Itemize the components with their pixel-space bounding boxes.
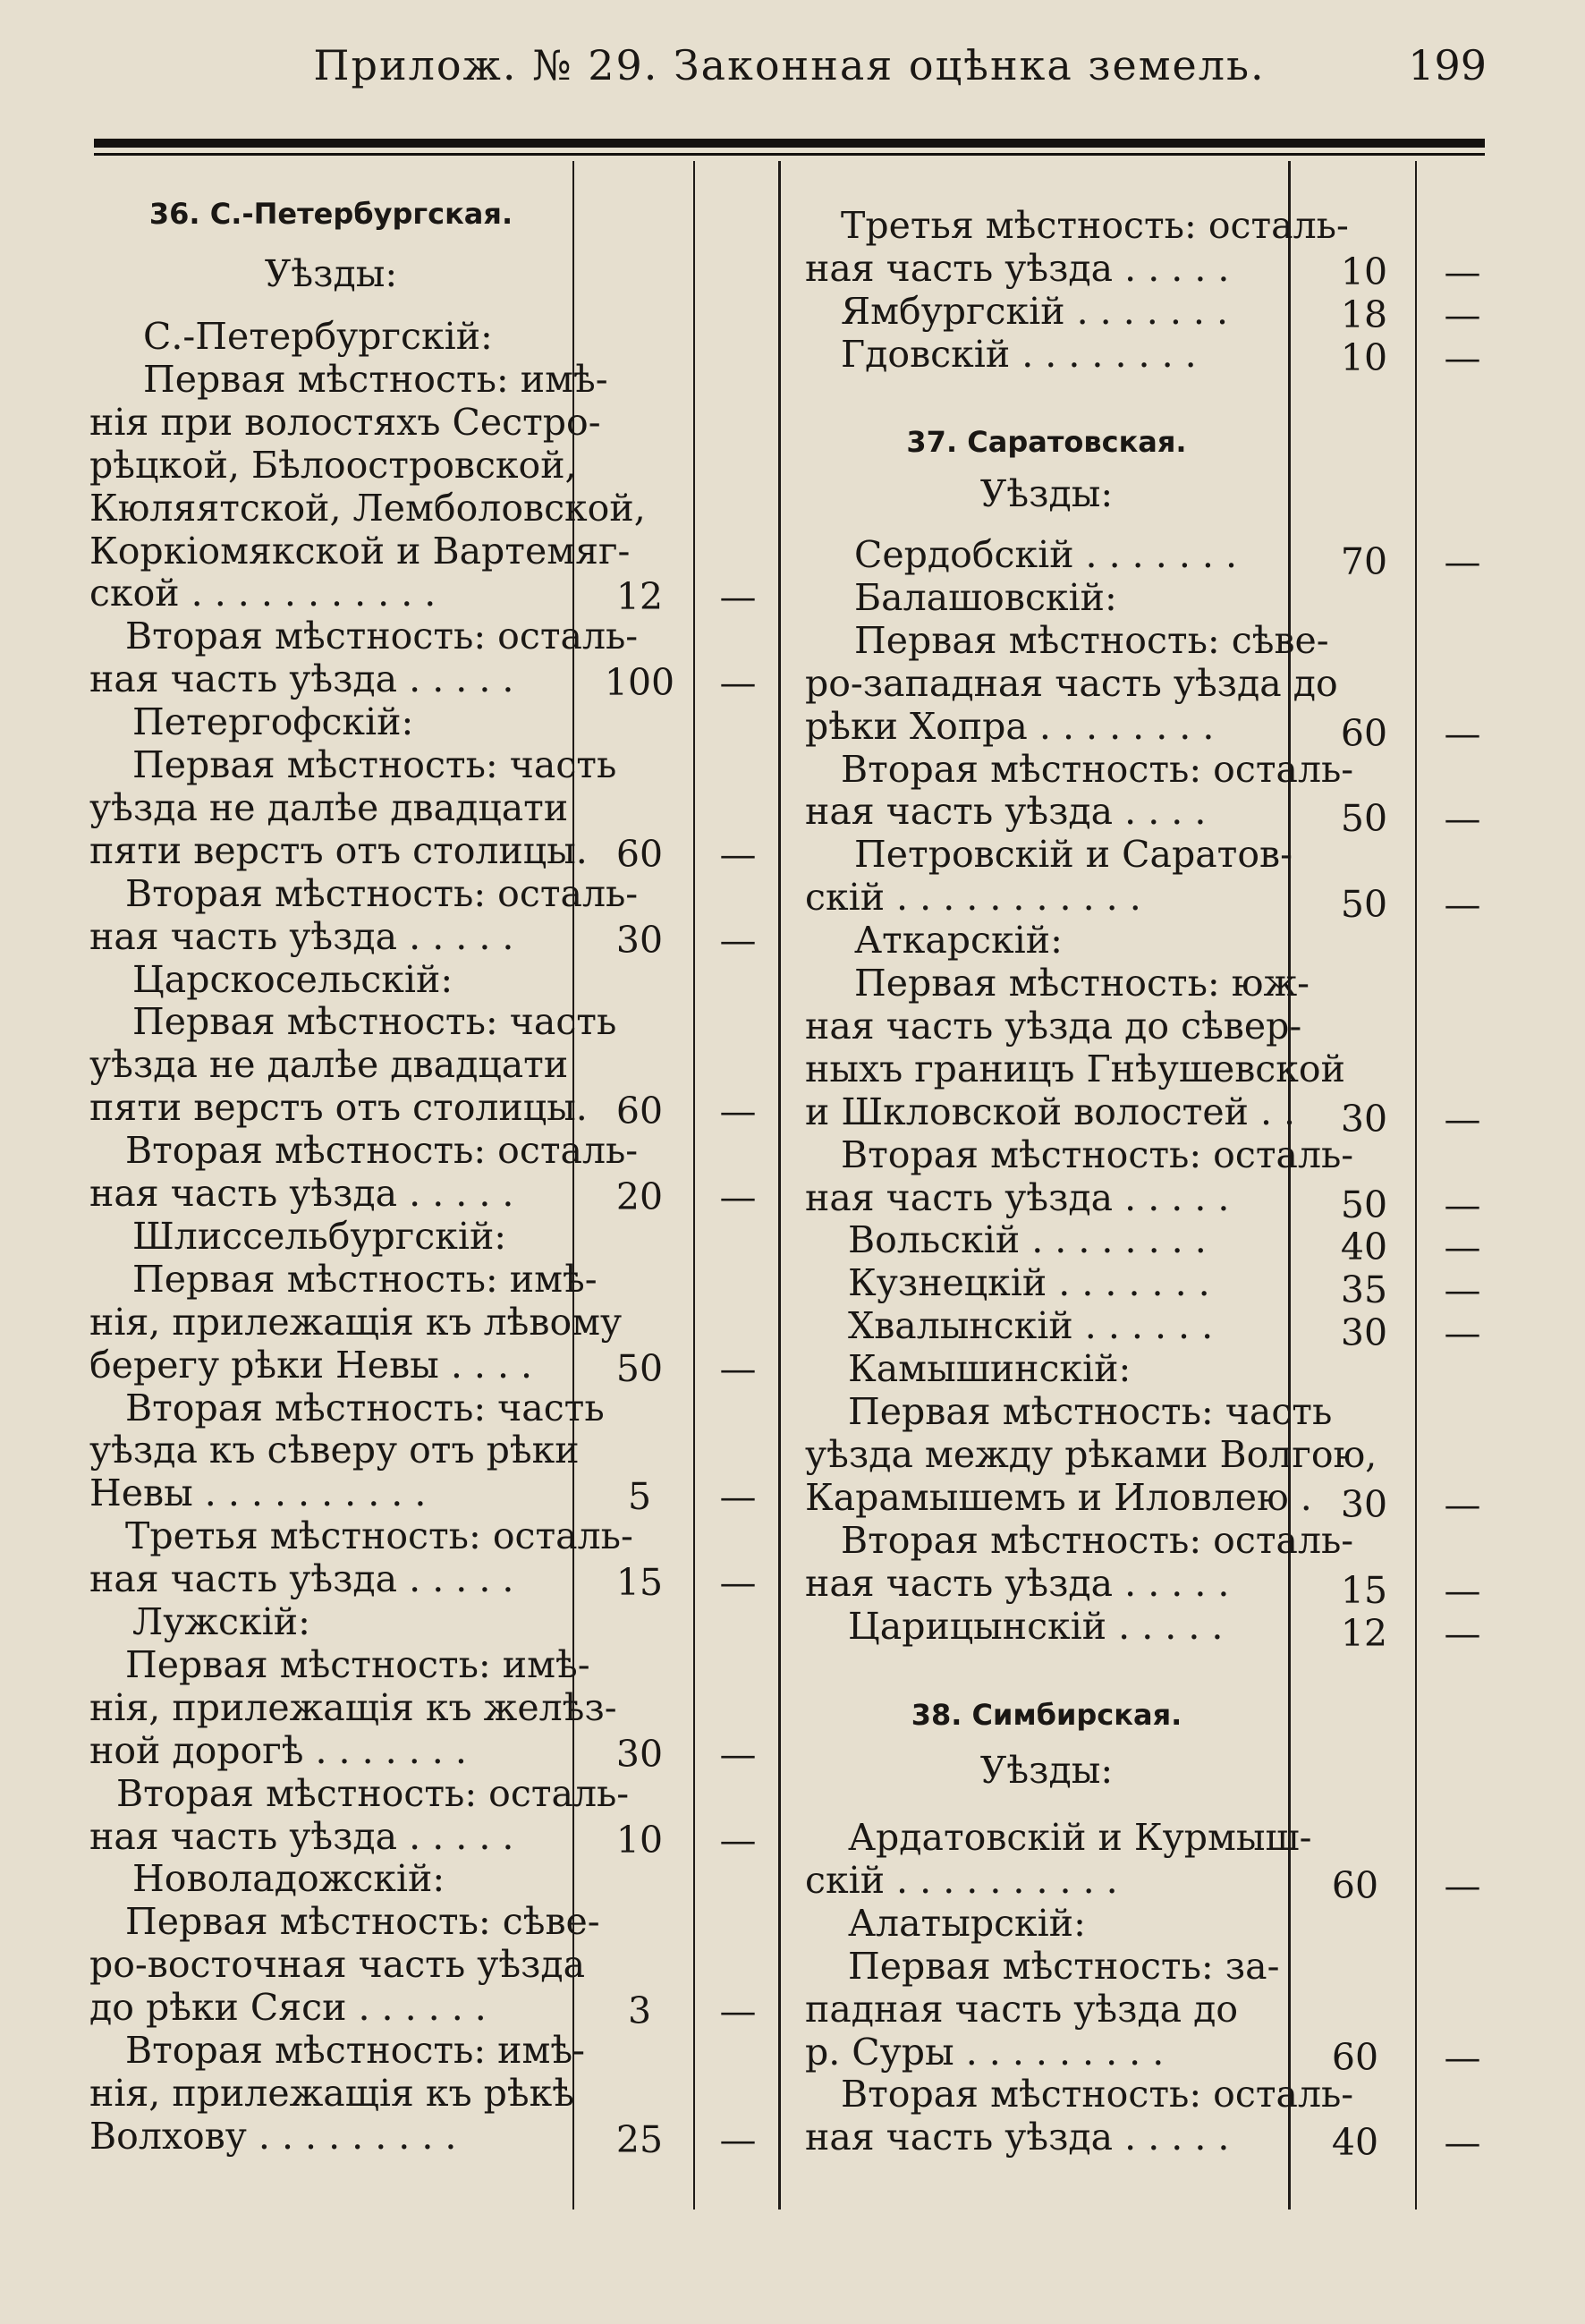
text-line: нія при волостяхъ Сестро- [89, 400, 601, 444]
text-line: ныхъ границъ Гнѣушевской [805, 1047, 1345, 1090]
value-cell: 40 [1331, 2121, 1379, 2165]
dash-cell: — [1444, 1097, 1481, 1141]
text-line: Вторая мѣстность: осталь- [841, 747, 1354, 791]
text-line: ная часть уѣзда до сѣвер- [805, 1004, 1302, 1047]
text-line: Ямбургскій . . . . . . . [841, 289, 1229, 333]
dash-cell: — [1444, 335, 1481, 379]
text-line: Вторая мѣстность: осталь- [125, 871, 639, 915]
value-cell: 5 [627, 1475, 652, 1519]
text-line: ная часть уѣзда . . . . . [805, 1561, 1230, 1605]
value-cell: 60 [1340, 711, 1388, 755]
text-line: р. Суры . . . . . . . . . [805, 2030, 1165, 2074]
text-line: ная часть уѣзда . . . . . [89, 1814, 514, 1858]
text-line: Волхову . . . . . . . . . [89, 2114, 457, 2158]
value-cell: 40 [1340, 1226, 1388, 1269]
value-cell: 18 [1340, 293, 1388, 336]
page-number: 199 [1408, 41, 1487, 89]
text-line: ная часть уѣзда . . . . [805, 790, 1207, 834]
text-line: Коркіомякской и Вартемяг- [89, 529, 631, 573]
text-line: Третья мѣстность: осталь- [841, 204, 1349, 247]
dash-cell: — [1444, 250, 1481, 293]
text-line: Первая мѣстность: часть [132, 743, 617, 786]
text-line: Кузнецкій . . . . . . . [848, 1261, 1210, 1305]
dash-cell: — [1444, 1611, 1481, 1655]
value-cell: 70 [1340, 540, 1388, 583]
center-divider [778, 161, 781, 2209]
text-line: Алатырскій: [848, 1901, 1086, 1945]
dash-cell: — [1444, 1311, 1481, 1355]
dash-cell: — [1444, 2035, 1481, 2079]
text-line: Третья мѣстность: осталь- [125, 1514, 633, 1558]
dash-cell: — [719, 661, 757, 705]
dash-cell: — [1444, 1568, 1481, 1612]
text-line: уѣзда между рѣками Волгою, [805, 1432, 1377, 1476]
value-cell: 60 [1331, 2035, 1379, 2079]
text-line: Ардатовскій и Курмыш- [848, 1816, 1312, 1859]
text-line: рѣки Хопра . . . . . . . . [805, 704, 1215, 748]
header-rule [94, 139, 1485, 148]
value-cell: 15 [615, 1561, 664, 1605]
section-heading: 38. Симбирская. [911, 1698, 1182, 1732]
value-cell: 50 [1340, 883, 1388, 927]
value-cell: 30 [1340, 1482, 1388, 1526]
value-cell: 60 [615, 832, 664, 876]
text-line: уѣзда къ сѣверу отъ рѣки [89, 1429, 580, 1472]
header-rule-thin [94, 153, 1485, 156]
dash-cell: — [719, 1175, 757, 1218]
text-line: Вторая мѣстность: часть [125, 1386, 605, 1429]
text-line: уѣзда не далѣе двадцати [89, 1043, 569, 1087]
text-line: Вольскій . . . . . . . . [848, 1218, 1207, 1262]
dash-cell: — [719, 1346, 757, 1390]
value-cell: 20 [615, 1175, 664, 1218]
text-line: Новоладожскій: [132, 1857, 445, 1901]
text-line: до рѣки Сяси . . . . . . [89, 1986, 487, 2030]
value-cell: 50 [1340, 1183, 1388, 1226]
text-line: Вторая мѣстность: имѣ- [125, 2029, 585, 2072]
value-cell: 30 [1340, 1311, 1388, 1355]
text-line: ная часть уѣзда . . . . . [89, 657, 514, 701]
text-line: ная часть уѣзда . . . . . [89, 914, 514, 958]
value-cell: 10 [1340, 250, 1388, 293]
text-line: Лужскій: [132, 1600, 310, 1643]
dash-cell: — [1444, 2121, 1481, 2165]
dash-cell: — [719, 575, 757, 619]
text-line: нія, прилежащія къ лѣвому [89, 1300, 623, 1344]
subheading: Уѣзды: [264, 252, 398, 295]
column-divider [1288, 161, 1291, 2209]
value-cell: 100 [604, 661, 675, 705]
text-line: Кюляятской, Лемболовской, [89, 486, 646, 530]
text-line: Гдовскій . . . . . . . . [841, 332, 1197, 376]
text-line: Царицынскій . . . . . [848, 1604, 1224, 1648]
text-line: Вторая мѣстность: осталь- [841, 2073, 1354, 2116]
text-line: Карамышемъ и Иловлею . [805, 1475, 1312, 1519]
value-cell: 60 [1331, 1863, 1379, 1907]
text-line: Первая мѣстность: часть [848, 1390, 1333, 1433]
text-line: Шлиссельбургскій: [132, 1214, 507, 1258]
dash-cell: — [719, 2117, 757, 2161]
text-line: Первая мѣстность: сѣве- [125, 1900, 600, 1944]
text-line: пяти верстъ отъ столицы. [89, 828, 588, 872]
section-heading: 37. Саратовская. [906, 425, 1187, 459]
text-line: Первая мѣстность: юж- [854, 962, 1310, 1005]
text-line: Первая мѣстность: сѣве- [854, 618, 1329, 662]
text-line: ро-восточная часть уѣзда [89, 1943, 586, 1987]
dash-cell: — [719, 1732, 757, 1776]
value-cell: 30 [1340, 1097, 1388, 1141]
dash-cell: — [719, 1818, 757, 1862]
dash-cell: — [1444, 711, 1481, 755]
text-line: Аткарскій: [854, 919, 1063, 963]
text-line: Первая мѣстность: за- [848, 1944, 1280, 1988]
text-line: ной дорогѣ . . . . . . . [89, 1728, 467, 1772]
text-line: Царскосельскій: [132, 957, 453, 1001]
section-heading: 36. С.-Петербургская. [148, 197, 513, 231]
text-line: ской . . . . . . . . . . . [89, 572, 437, 615]
text-line: скій . . . . . . . . . . [805, 1858, 1118, 1902]
text-line: Вторая мѣстность: осталь- [841, 1518, 1354, 1562]
dash-cell: — [1444, 1226, 1481, 1269]
dash-cell: — [1444, 293, 1481, 336]
text-line: Первая мѣстность: имѣ- [132, 1257, 598, 1301]
value-cell: 25 [615, 2117, 664, 2161]
text-line: Вторая мѣстность: осталь- [116, 1771, 630, 1815]
text-line: и Шкловской волостей . . [805, 1090, 1296, 1133]
value-cell: 50 [615, 1346, 664, 1390]
running-header [85, 36, 1494, 98]
dash-cell: — [1444, 797, 1481, 841]
dash-cell: — [1444, 1863, 1481, 1907]
text-line: Первая мѣстность: имѣ- [125, 1642, 590, 1686]
subheading: Уѣзды: [979, 472, 1114, 515]
value-cell: 12 [615, 575, 664, 619]
dash-cell: — [1444, 540, 1481, 583]
dash-cell: — [719, 1561, 757, 1605]
text-line: Хвалынскій . . . . . . [848, 1304, 1214, 1348]
value-cell: 10 [1340, 335, 1388, 379]
text-line: Первая мѣстность: имѣ- [143, 357, 608, 401]
value-cell: 10 [615, 1818, 664, 1862]
column-divider [693, 161, 695, 2209]
text-line: ная часть уѣзда . . . . . [89, 1172, 514, 1215]
value-cell: 12 [1340, 1611, 1388, 1655]
text-line: ная часть уѣзда . . . . . [805, 2116, 1230, 2159]
text-line: ная часть уѣзда . . . . . [805, 1175, 1230, 1219]
text-line: Петровскій и Саратов- [854, 833, 1293, 877]
text-line: скій . . . . . . . . . . . [805, 876, 1141, 920]
text-line: нія, прилежащія къ желѣз- [89, 1685, 617, 1729]
text-line: Вторая мѣстность: осталь- [125, 1129, 639, 1173]
subheading: Уѣзды: [979, 1749, 1114, 1792]
text-line: С.-Петербургскій: [143, 315, 493, 358]
text-line: берегу рѣки Невы . . . . [89, 1343, 533, 1387]
text-line: Невы . . . . . . . . . . [89, 1472, 427, 1515]
text-line: Балашовскій: [854, 575, 1117, 619]
value-cell: 60 [615, 1090, 664, 1133]
text-line: Петергофскій: [132, 700, 414, 744]
dash-cell: — [719, 918, 757, 962]
text-line: ная часть уѣзда . . . . . [805, 246, 1230, 290]
text-line: падная часть уѣзда до [805, 1987, 1239, 2031]
dash-cell: — [1444, 1268, 1481, 1312]
value-cell: 35 [1340, 1268, 1388, 1312]
text-line: Вторая мѣстность: осталь- [841, 1132, 1354, 1176]
text-line: Камышинскій: [848, 1347, 1132, 1391]
text-line: ро-западная часть уѣзда до [805, 661, 1338, 705]
text-line: ная часть уѣзда . . . . . [89, 1557, 514, 1601]
text-line: уѣзда не далѣе двадцати [89, 785, 569, 829]
dash-cell: — [719, 1090, 757, 1133]
value-cell: 15 [1340, 1568, 1388, 1612]
value-cell: 3 [627, 1989, 652, 2033]
dash-cell: — [1444, 883, 1481, 927]
text-line: Первая мѣстность: часть [132, 1000, 617, 1044]
value-cell: 30 [615, 1732, 664, 1776]
text-line: Сердобскій . . . . . . . [854, 533, 1237, 576]
value-cell: 30 [615, 918, 664, 962]
dash-cell: — [719, 1475, 757, 1519]
text-line: нія, прилежащія къ рѣкѣ [89, 2071, 574, 2115]
text-line: Вторая мѣстность: осталь- [125, 615, 639, 658]
header-title: Прилож. № 29. Законная оцѣнка земель. [313, 41, 1266, 89]
dash-cell: — [719, 1989, 757, 2033]
dash-cell: — [1444, 1482, 1481, 1526]
text-line: пяти верстъ отъ столицы. [89, 1086, 588, 1130]
value-cell: 50 [1340, 797, 1388, 841]
dash-cell: — [1444, 1183, 1481, 1226]
dash-cell: — [719, 832, 757, 876]
text-line: рѣцкой, Бѣлоостровской, [89, 443, 577, 487]
